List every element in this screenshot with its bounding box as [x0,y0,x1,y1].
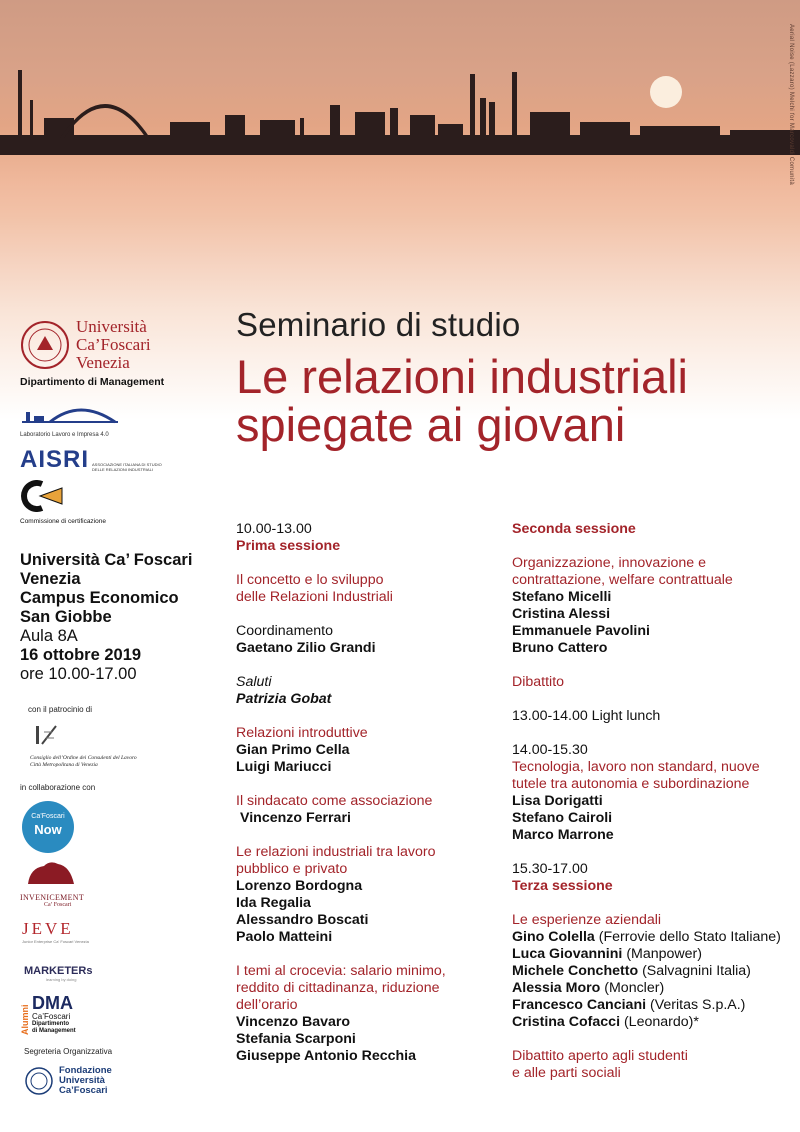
esp-speaker-3: Michele Conchetto [512,963,639,979]
time-1: 10.00-13.00 [236,521,312,537]
esp-speaker-4: Alessia Moro [512,980,601,996]
temi-line-3: dell’orario [236,997,298,1013]
fondazione-line-3: Ca’Foscari [59,1085,108,1096]
university-line-1: Università [76,317,147,336]
university-line-3: Venezia [76,352,130,372]
coord-name: Gaetano Zilio Grandi [236,640,376,656]
event-date: 16 ottobre 2019 [20,646,142,664]
venue-info [20,551,192,684]
fondazione-line-2: Università [59,1075,105,1086]
department-name: Dipartimento di Management [20,375,165,388]
pp-line-1: Le relazioni industriali tra lavoro [236,844,436,860]
esp-speaker-1: Gino Colella [512,929,595,945]
sindacato-speaker: Vincenzo Ferrari [240,810,351,826]
session-1-title: Prima sessione [236,538,341,554]
photo-credit: Aerial Noise (Lazzaro) Melchi for Marcovaldi Comunità [788,24,794,185]
cfnow-line-1: Ca’Foscari [31,813,65,820]
invenicement-name: INVENICEMENT [20,893,85,902]
esp-org-2: (Manpower) [622,946,703,962]
dma-name: DMA [32,993,73,1013]
dma-line-2: Dipartimento [32,1021,70,1027]
dibattito-label: Dibattito [512,674,565,690]
lab-bridge-icon [20,402,120,426]
esp-speaker-6: Cristina Cofacci [512,1014,621,1030]
saluti-label: Saluti [236,674,272,690]
final-line-1: Dibattito aperto agli studenti [512,1048,688,1064]
tec-speaker-2: Stefano Cairoli [512,810,613,826]
org-speaker-1: Stefano Micelli [512,589,612,605]
segreteria-label: Segreteria Organizzativa [24,1047,113,1056]
ordine-emblem-icon [30,722,62,748]
esp-row-6 [512,1014,797,1031]
venue-line-3: Campus Economico [20,589,179,607]
aisri-name: AISRI [20,445,90,473]
cafoscari-now-logo [22,801,74,853]
intro-speaker-1: Gian Primo Cella [236,742,350,758]
jeve-sub: Junior Enterprise Ca' Foscari Venezia [22,939,89,944]
commissione-text: Commissione di certificazione [20,517,106,525]
tec-speaker-3: Marco Marrone [512,827,614,843]
program-left [236,521,496,1065]
temi-speaker-2: Stefania Scarponi [236,1031,356,1047]
venue-line-5: Aula 8A [20,627,78,645]
venue-line-1: Università Ca’ Foscari [20,551,193,569]
marketers-name: MARKETERs [24,965,93,977]
university-logo [20,318,210,372]
pp-speaker-1: Lorenzo Bordogna [236,878,363,894]
esp-org-4: (Moncler) [600,980,665,996]
esp-org-3: (Salvagnini Italia) [638,963,751,979]
coord-label: Coordinamento [236,623,334,639]
event-hours: ore 10.00-17.00 [20,665,137,683]
esperienze-label: Le esperienze aziendali [512,912,662,928]
industrial-skyline-image [0,60,800,170]
fondazione-seal-icon [24,1066,54,1096]
alumni-dma-logo [20,994,76,1035]
title-block [236,308,688,449]
seminar-label: Seminario di studio [236,306,521,343]
lab-logo [20,402,120,438]
session-3-title: Terza sessione [512,878,613,894]
marketers-sub: learning by doing [46,977,77,982]
lion-icon [20,858,80,888]
alumni-label: Alumni [20,1004,30,1035]
esp-row-1 [512,929,797,946]
sindacato-label: Il sindacato come associazione [236,793,433,809]
temi-speaker-1: Vincenzo Bavaro [236,1014,351,1030]
pp-speaker-4: Paolo Matteini [236,929,333,945]
pp-speaker-2: Ida Regalia [236,895,311,911]
collaborazione-label: in collaborazione con [20,783,96,792]
session-2-title: Seconda sessione [512,521,636,537]
intro-label: Relazioni introduttive [236,725,368,741]
ordine-line-2: Città Metropolitana di Venezia [30,762,98,768]
saluti-name: Patrizia Gobat [236,691,332,707]
pp-speaker-3: Alessandro Boscati [236,912,369,928]
lab-logo-text: Laboratorio Lavoro e Impresa 4.0 [20,431,109,438]
org-speaker-2: Cristina Alessi [512,606,611,622]
temi-speaker-3: Giuseppe Antonio Recchia [236,1048,416,1064]
marketers-logo [24,965,92,982]
title-line-2: spiegate ai giovani [236,397,626,451]
esp-row-4 [512,980,797,997]
dma-line-3: di Management [32,1028,76,1034]
topic-1-line-1: Il concetto e lo sviluppo [236,572,384,588]
invenicement-logo [20,858,90,908]
left-column [20,318,210,525]
aisri-logo [20,445,210,473]
title-line-1: Le relazioni industriali [236,350,688,403]
jeve-name: JEVE [22,919,74,938]
pp-line-2: pubblico e privato [236,861,348,877]
ordine-line-1: Consiglio dell’Ordine dei Consulenti del Lavoro [30,755,137,761]
esp-org-6: (Leonardo)* [620,1014,699,1030]
tec-line-2: tutele tra autonomia e subordinazione [512,776,750,792]
temi-line-1: I temi al crocevia: salario minimo, [236,963,446,979]
esp-row-3 [512,963,797,980]
temi-line-2: reddito di cittadinanza, riduzione [236,980,440,996]
venue-line-4: San Giobbe [20,608,112,626]
venue-line-2: Venezia [20,570,81,588]
tec-speaker-1: Lisa Dorigatti [512,793,603,809]
esp-speaker-5: Francesco Canciani [512,997,647,1013]
esp-speaker-2: Luca Giovannini [512,946,623,962]
dma-line-1: Ca’Foscari [32,1012,71,1021]
intro-speaker-2: Luigi Mariucci [236,759,332,775]
university-line-2: Ca’Foscari [76,334,151,354]
invenicement-sub: Ca’ Foscari [44,902,72,908]
ordine-logo [30,722,150,769]
pen-nib-icon [20,480,64,512]
commissione-logo [20,480,210,525]
main-title [236,350,688,451]
program-right [512,521,797,1082]
esp-row-5 [512,997,797,1014]
org-speaker-3: Emmanuele Pavolini [512,623,650,639]
fondazione-logo [24,1066,112,1096]
time-2: 14.00-15.30 [512,742,588,758]
jeve-logo [22,919,89,944]
esp-row-2 [512,946,797,963]
university-seal-icon [20,320,70,370]
final-line-2: e alle parti sociali [512,1065,621,1081]
time-3: 15.30-17.00 [512,861,588,877]
org-line-2: contrattazione, welfare contrattuale [512,572,733,588]
esp-org-5: (Veritas S.p.A.) [646,997,746,1013]
cfnow-line-2: Now [34,822,62,837]
patrocinio-label: con il patrocinio di [28,705,93,714]
org-speaker-4: Bruno Cattero [512,640,608,656]
org-line-1: Organizzazione, innovazione e [512,555,707,571]
tec-line-1: Tecnologia, lavoro non standard, nuove [512,759,760,775]
aisri-subtitle: ASSOCIAZIONE ITALIANA DI STUDIO DELLE RELAZIONI INDUSTRIALI [92,461,162,472]
lunch-label: 13.00-14.00 Light lunch [512,708,661,724]
fondazione-line-1: Fondazione [59,1065,112,1076]
esp-org-1: (Ferrovie dello Stato Italiane) [594,929,781,945]
topic-1-line-2: delle Relazioni Industriali [236,589,393,605]
